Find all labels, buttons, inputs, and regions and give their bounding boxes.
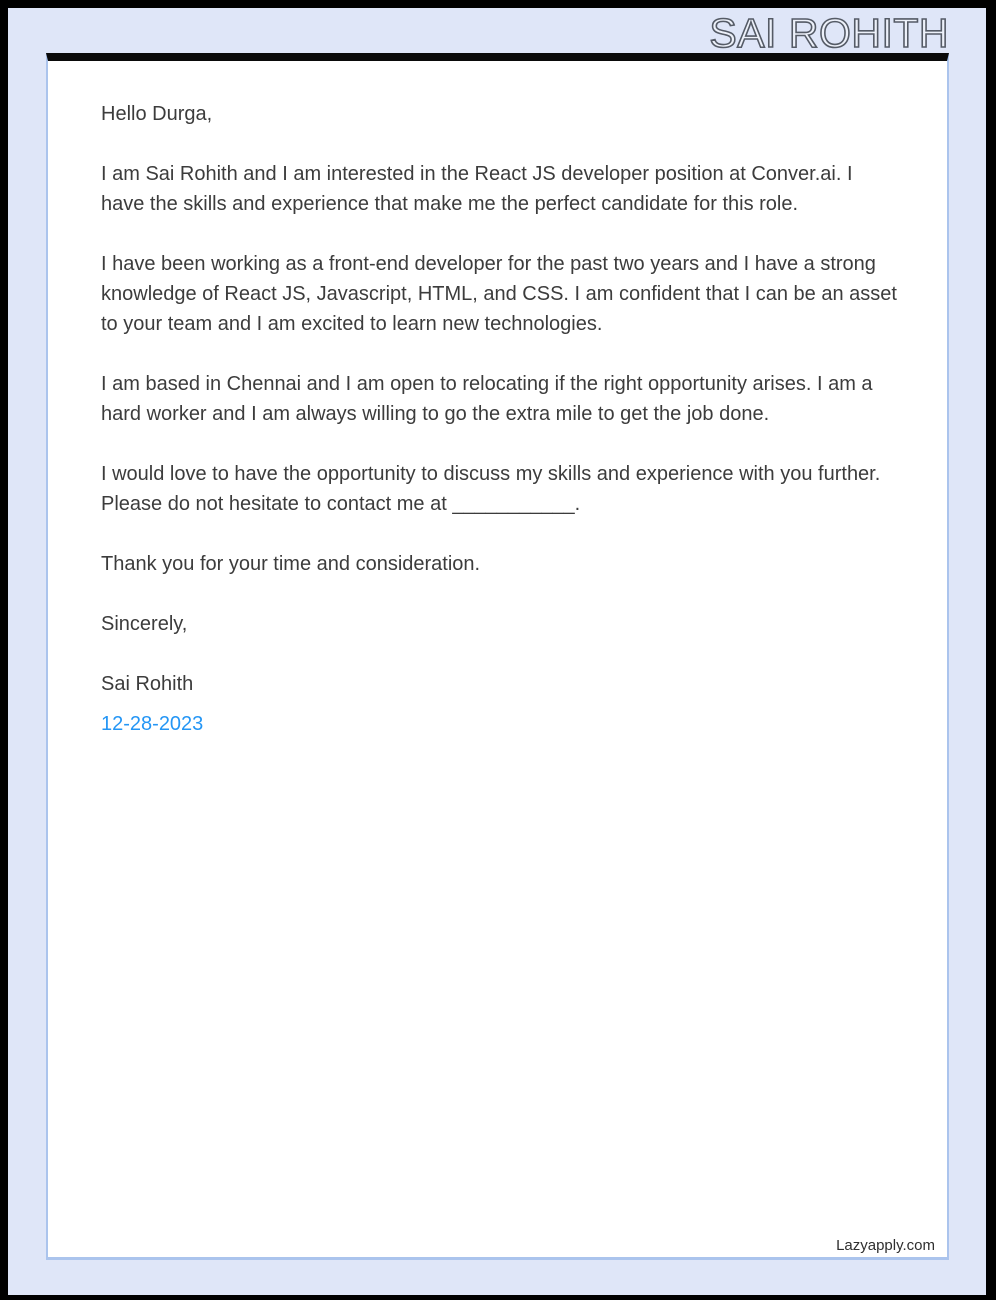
letter-paragraph-intro: I am Sai Rohith and I am interested in the React JS developer position at Conver.ai. I have the skills and experience that make me the perfect candidate for this role. <box>101 163 853 215</box>
brand-header <box>46 8 949 53</box>
letter-greeting: Hello Durga, <box>101 103 213 125</box>
letter-paragraph-location: I am based in Chennai and I am open to relocating if the right opportunity arises. I am a hard worker and I am always willing to go the extra mile to get the job done. <box>101 373 873 425</box>
letter-date-row <box>101 709 900 739</box>
letter-paragraph-experience: I have been working as a front-end developer for the past two years and I have a strong knowledge of React JS, Javascript, HTML, and CSS. I am confident that I can be an asset to your team and I am excited to learn new technologies. <box>101 253 897 335</box>
brand-title: SAI ROHITH <box>709 10 949 53</box>
lazyapply-watermark: Lazyapply.com <box>836 1237 935 1254</box>
letter-paragraph-contact: I would love to have the opportunity to discuss my skills and experience with you further. Please do not hesitate to contact me at ___________. <box>101 463 881 515</box>
letter-signature: Sai Rohith <box>101 673 194 695</box>
letter-date-link[interactable]: 12-28-2023 <box>101 713 204 735</box>
letter-closing: Sincerely, <box>101 613 188 635</box>
letter-thanks: Thank you for your time and consideration. <box>101 553 481 575</box>
letter-document <box>46 53 949 1260</box>
page-background <box>8 8 986 1295</box>
